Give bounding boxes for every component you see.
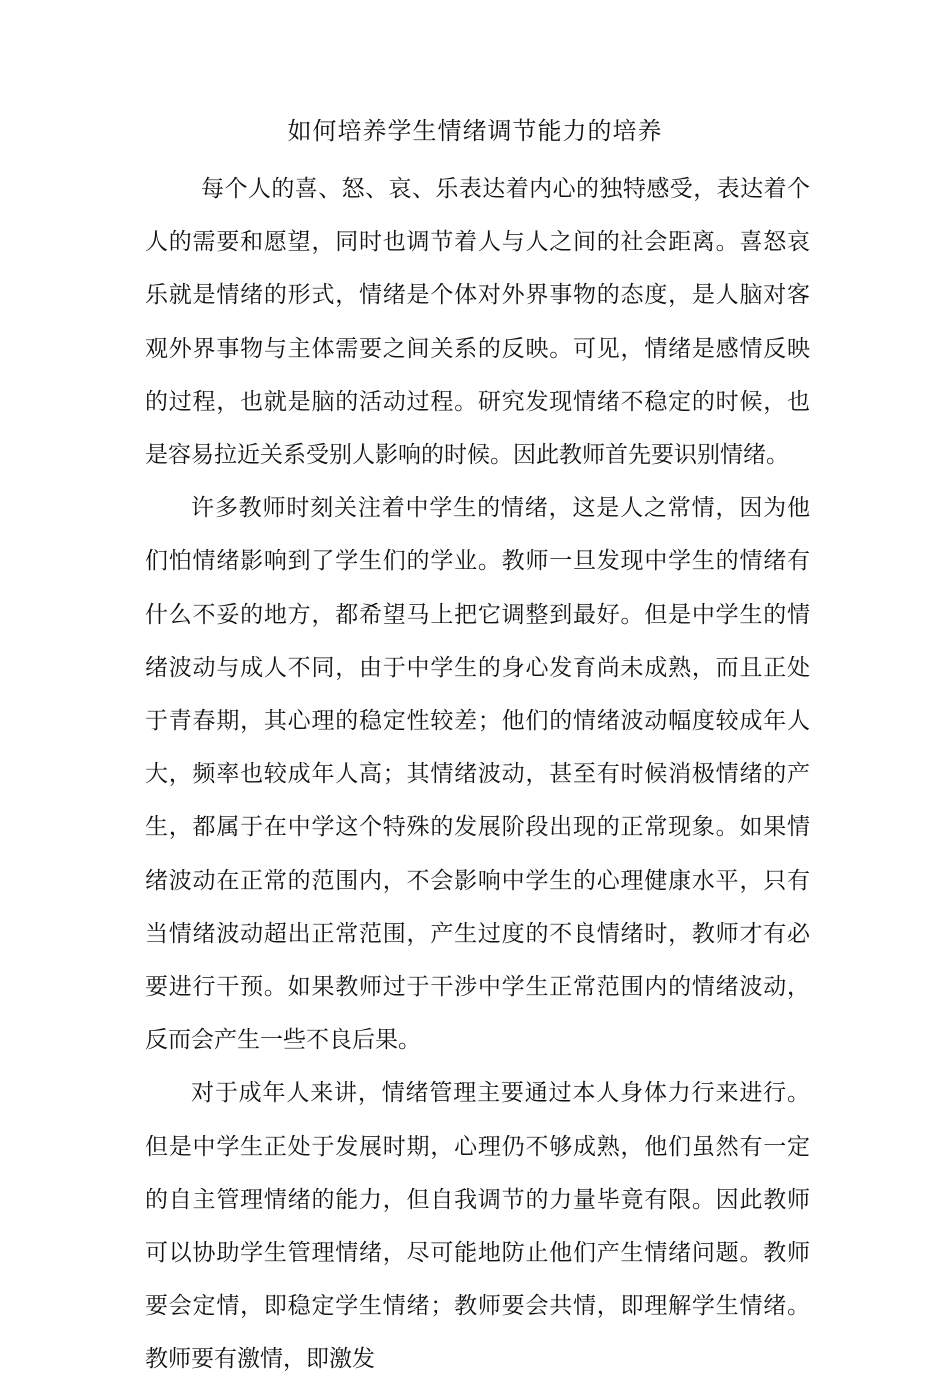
document-title: 如何培养学生情绪调节能力的培养 (287, 117, 663, 145)
paragraph-1: 每个人的喜、怒、哀、乐表达着内心的独特感受，表达着个人的需要和愿望，同时也调节着人与人之间的社会距离。喜怒哀乐就是情绪的形式，情绪是个体对外界事物的态度，是人脑对客观外界事物与主体需要之间关系的反映。可见，情绪是感情反映的过程，也就是脑的活动过程。研究发现情绪不稳定的时候，也是容易拉近关系受别人影响的时候。因此教师首先要识别情绪。 (145, 176, 810, 469)
document-body (145, 163, 810, 1387)
paragraph-2: 许多教师时刻关注着中学生的情绪，这是人之常情，因为他们怕情绪影响到了学生们的学业。教师一旦发现中学生的情绪有什么不妥的地方，都希望马上把它调整到最好。但是中学生的情绪波动与成人不同，由于中学生的身心发育尚未成熟，而且正处于青春期，其心理的稳定性较差；他们的情绪波动幅度较成年人大，频率也较成年人高；其情绪波动，甚至有时候消极情绪的产生，都属于在中学这个特殊的发展阶段出现的正常现象。如果情绪波动在正常的范围内，不会影响中学生的心理健康水平，只有当情绪波动超出正常范围，产生过度的不良情绪时，教师才有必要进行干预。如果教师过于干涉中学生正常范围内的情绪波动，反而会产生一些不良后果。 (145, 495, 810, 1054)
paragraph-3: 对于成年人来讲，情绪管理主要通过本人身体力行来进行。但是中学生正处于发展时期，心理仍不够成熟，他们虽然有一定的自主管理情绪的能力，但自我调节的力量毕竟有限。因此教师可以协助学生管理情绪，尽可能地防止他们产生情绪问题。教师要会定情，即稳定学生情绪；教师要会共情，即理解学生情绪。教师要有激情，即激发 (145, 1080, 810, 1373)
